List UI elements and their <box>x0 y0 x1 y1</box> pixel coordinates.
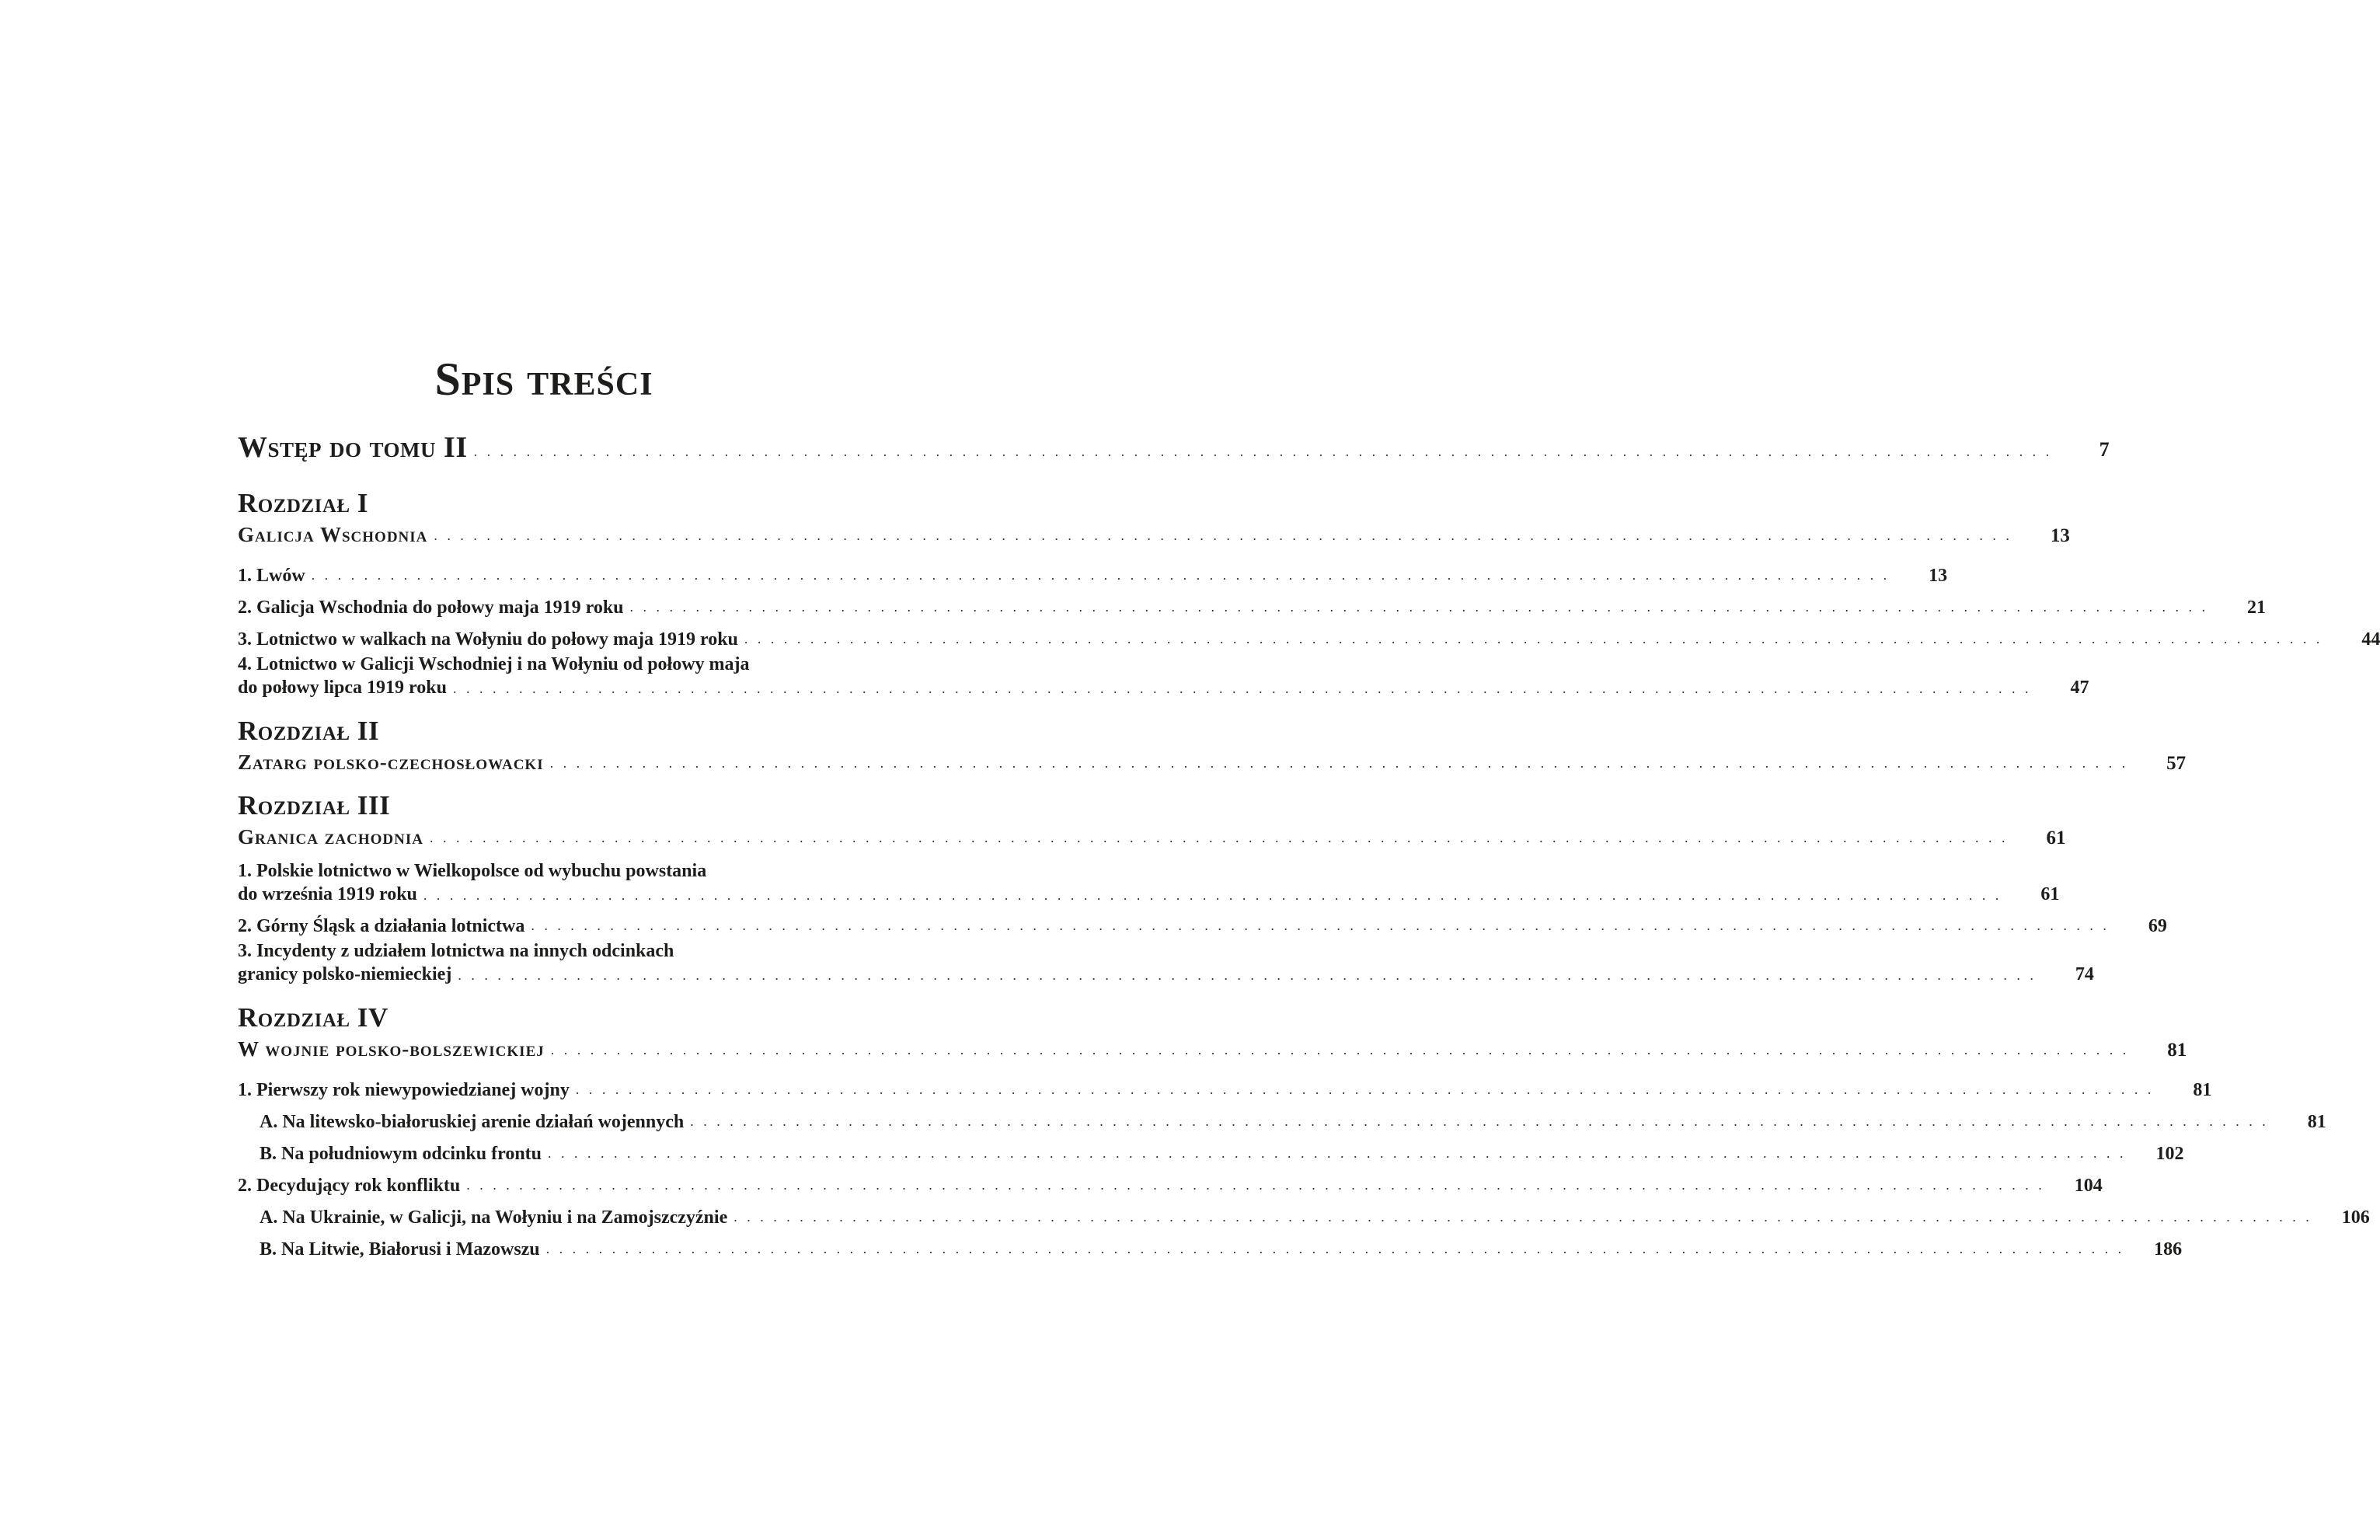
section-title: 1. Pierwszy rok niewypowiedzianej wojny <box>238 1080 570 1100</box>
toc-entry-chapter-title[interactable] <box>238 821 2066 849</box>
toc-entry-section[interactable] <box>238 653 2089 699</box>
dot-leader: . . . . . . . . . . . . . . . . . . . . . . . . . . . . . . . . . . . . . . . . . . . . . . . . . . . . . . . . . . . . . . . . . . . . . . . . . . . . . . . . . . . . . . . . . . . . . . . . . . . . . . . . . . . . . . . . . . . . . . . . <box>311 567 1890 583</box>
toc-page-number: 74 <box>2075 964 2094 984</box>
subsection-title: A. Na litewsko-białoruskiej arenie działań wojennych <box>260 1112 685 1132</box>
toc-page-number: 186 <box>2154 1239 2183 1260</box>
toc-entry-section[interactable] <box>238 940 2094 985</box>
toc-entry-section[interactable] <box>238 1069 2212 1101</box>
toc-entry-subsection[interactable] <box>238 1101 2326 1133</box>
toc-page-number: 7 <box>2099 438 2110 461</box>
toc-page-number: 13 <box>2050 525 2070 546</box>
chapter-2 <box>238 716 2187 775</box>
section-title: 2. Galicja Wschodnia do połowy maja 1919 roku <box>238 598 624 618</box>
toc-entry-chapter-title[interactable] <box>238 519 2070 547</box>
dot-leader: . . . . . . . . . . . . . . . . . . . . . . . . . . . . . . . . . . . . . . . . . . . . . . . . . . . . . . . . . . . . . . . . . . . . . . . . . . . . . . . . . . . . . . . . . . . . . . . . . . . . . . . . . . . . . . . . . . . . . . . . <box>545 1241 2125 1256</box>
toc-page-number: 61 <box>2046 827 2066 848</box>
chapter-label: Rozdział III <box>238 790 391 821</box>
dot-leader: . . . . . . . . . . . . . . . . . . . . . . . . . . . . . . . . . . . . . . . . . . . . . . . . . . . . . . . . . . . . . . . . . . . . . . . . . . . . . . . . . . . . . . . . . . . . . . . . . . . . . . . . . . . . . . . . . . . . . . . . <box>473 444 2053 459</box>
section-title-line: 1. Polskie lotnictwo w Wielkopolsce od wybuchu powstania <box>238 861 707 881</box>
section-title: 2. Decydujący rok konfliktu <box>238 1176 461 1196</box>
toc-entry-label: Wstęp do tomu II <box>238 431 468 464</box>
dot-leader: . . . . . . . . . . . . . . . . . . . . . . . . . . . . . . . . . . . . . . . . . . . . . . . . . . . . . . . . . . . . . . . . . . . . . . . . . . . . . . . . . . . . . . . . . . . . . . . . . . . . . . . . . . . . . . . . . . . . . . . . <box>744 631 2323 646</box>
toc-entry-subsection[interactable] <box>238 1133 2184 1165</box>
toc-page-number: 69 <box>2148 916 2167 936</box>
table-of-contents <box>238 420 2380 1260</box>
toc-entry-section[interactable] <box>238 618 2380 650</box>
toc-page-number: 21 <box>2247 598 2267 618</box>
chapter-4 <box>238 1002 2370 1260</box>
subsection-title: B. Na południowym odcinku frontu <box>260 1144 542 1164</box>
toc-entry-subsection[interactable] <box>238 1228 2183 1260</box>
chapter-title: Galicja Wschodnia <box>238 523 428 546</box>
dot-leader: . . . . . . . . . . . . . . . . . . . . . . . . . . . . . . . . . . . . . . . . . . . . . . . . . . . . . . . . . . . . . . . . . . . . . . . . . . . . . . . . . . . . . . . . . . . . . . . . . . . . . . . . . . . . . . . . . . . . . . . . <box>690 1113 2269 1129</box>
chapter-label: Rozdział II <box>238 716 380 746</box>
section-title: 2. Górny Śląsk a działania lotnictwa <box>238 916 525 936</box>
page-title: Spis treści <box>434 354 653 405</box>
toc-entry-subsection[interactable] <box>238 1197 2370 1228</box>
toc-entry-section[interactable] <box>238 905 2167 937</box>
chapter-label: Rozdział I <box>238 488 368 518</box>
section-title-line: 4. Lotnictwo w Galicji Wschodniej i na Wołyniu od połowy maja <box>238 654 750 674</box>
dot-leader: . . . . . . . . . . . . . . . . . . . . . . . . . . . . . . . . . . . . . . . . . . . . . . . . . . . . . . . . . . . . . . . . . . . . . . . . . . . . . . . . . . . . . . . . . . . . . . . . . . . . . . . . . . . . . . . . . . . . . . . . <box>466 1177 2045 1193</box>
toc-page-number: 47 <box>2070 678 2089 698</box>
toc-entry-chapter-title[interactable] <box>238 1033 2187 1061</box>
toc-page-number: 13 <box>1929 566 1948 586</box>
toc-page-number: 44 <box>2361 629 2380 650</box>
chapter-title: Granica zachodnia <box>238 825 423 848</box>
section-title: 3. Lotnictwo w walkach na Wołyniu do połowy maja 1919 roku <box>238 629 738 650</box>
toc-page-number: 81 <box>2307 1112 2326 1132</box>
dot-leader: . . . . . . . . . . . . . . . . . . . . . . . . . . . . . . . . . . . . . . . . . . . . . . . . . . . . . . . . . . . . . . . . . . . . . . . . . . . . . . . . . . . . . . . . . . . . . . . . . . . . . . . . . . . . . . . . . . . . . . . . <box>434 528 2012 543</box>
dot-leader: . . . . . . . . . . . . . . . . . . . . . . . . . . . . . . . . . . . . . . . . . . . . . . . . . . . . . . . . . . . . . . . . . . . . . . . . . . . . . . . . . . . . . . . . . . . . . . . . . . . . . . . . . . . . . . . . . . . . . . . . <box>452 681 2032 696</box>
toc-entry-chapter-title[interactable] <box>238 747 2187 775</box>
dot-leader: . . . . . . . . . . . . . . . . . . . . . . . . . . . . . . . . . . . . . . . . . . . . . . . . . . . . . . . . . . . . . . . . . . . . . . . . . . . . . . . . . . . . . . . . . . . . . . . . . . . . . . . . . . . . . . . . . . . . . . . . <box>531 918 2110 933</box>
subsection-title: A. Na Ukrainie, w Galicji, na Wołyniu i na Zamojszczyźnie <box>260 1207 728 1228</box>
chapter-label: Rozdział IV <box>238 1002 389 1033</box>
section-title-line: granicy polsko-niemieckiej <box>238 964 452 984</box>
dot-leader: . . . . . . . . . . . . . . . . . . . . . . . . . . . . . . . . . . . . . . . . . . . . . . . . . . . . . . . . . . . . . . . . . . . . . . . . . . . . . . . . . . . . . . . . . . . . . . . . . . . . . . . . . . . . . . . . . . . . . . . . <box>429 830 2009 845</box>
section-title-line: do września 1919 roku <box>238 884 417 904</box>
dot-leader: . . . . . . . . . . . . . . . . . . . . . . . . . . . . . . . . . . . . . . . . . . . . . . . . . . . . . . . . . . . . . . . . . . . . . . . . . . . . . . . . . . . . . . . . . . . . . . . . . . . . . . . . . . . . . . . . . . . . . . . . <box>734 1209 2312 1225</box>
toc-page-number: 102 <box>2155 1144 2184 1164</box>
toc-page-number: 81 <box>2193 1080 2212 1100</box>
toc-page-number: 104 <box>2074 1176 2103 1196</box>
dot-leader: . . . . . . . . . . . . . . . . . . . . . . . . . . . . . . . . . . . . . . . . . . . . . . . . . . . . . . . . . . . . . . . . . . . . . . . . . . . . . . . . . . . . . . . . . . . . . . . . . . . . . . . . . . . . . . . . . . . . . . . . <box>458 967 2037 983</box>
dot-leader: . . . . . . . . . . . . . . . . . . . . . . . . . . . . . . . . . . . . . . . . . . . . . . . . . . . . . . . . . . . . . . . . . . . . . . . . . . . . . . . . . . . . . . . . . . . . . . . . . . . . . . . . . . . . . . . . . . . . . . . . <box>550 1042 2130 1057</box>
toc-entry-section[interactable] <box>238 587 2267 618</box>
toc-page-number: 81 <box>2167 1040 2187 1061</box>
chapter-3 <box>238 790 2167 985</box>
section-title-line: 3. Incydenty z udziałem lotnictwa na innych odcinkach <box>238 941 674 961</box>
section-title-line: do połowy lipca 1919 roku <box>238 678 447 698</box>
toc-entry-section[interactable] <box>238 555 1948 587</box>
subsection-title: B. Na Litwie, Białorusi i Mazowszu <box>260 1239 540 1260</box>
toc-page-number: 57 <box>2166 753 2187 774</box>
chapter-title: Zatarg polsko-czechosłowacki <box>238 751 544 774</box>
dot-leader: . . . . . . . . . . . . . . . . . . . . . . . . . . . . . . . . . . . . . . . . . . . . . . . . . . . . . . . . . . . . . . . . . . . . . . . . . . . . . . . . . . . . . . . . . . . . . . . . . . . . . . . . . . . . . . . . . . . . . . . . <box>423 887 2002 903</box>
chapter-1 <box>238 488 2380 699</box>
section-title: 1. Lwów <box>238 566 305 586</box>
chapter-title: W wojnie polsko-bolszewickiej <box>238 1037 545 1061</box>
dot-leader: . . . . . . . . . . . . . . . . . . . . . . . . . . . . . . . . . . . . . . . . . . . . . . . . . . . . . . . . . . . . . . . . . . . . . . . . . . . . . . . . . . . . . . . . . . . . . . . . . . . . . . . . . . . . . . . . . . . . . . . . <box>548 1145 2127 1161</box>
toc-entry-section[interactable] <box>238 1165 2103 1197</box>
toc-page-number: 106 <box>2341 1207 2370 1228</box>
dot-leader: . . . . . . . . . . . . . . . . . . . . . . . . . . . . . . . . . . . . . . . . . . . . . . . . . . . . . . . . . . . . . . . . . . . . . . . . . . . . . . . . . . . . . . . . . . . . . . . . . . . . . . . . . . . . . . . . . . . . . . . . <box>575 1082 2155 1097</box>
toc-entry-section[interactable] <box>238 860 2060 905</box>
dot-leader: . . . . . . . . . . . . . . . . . . . . . . . . . . . . . . . . . . . . . . . . . . . . . . . . . . . . . . . . . . . . . . . . . . . . . . . . . . . . . . . . . . . . . . . . . . . . . . . . . . . . . . . . . . . . . . . . . . . . . . . . <box>549 755 2129 771</box>
dot-leader: . . . . . . . . . . . . . . . . . . . . . . . . . . . . . . . . . . . . . . . . . . . . . . . . . . . . . . . . . . . . . . . . . . . . . . . . . . . . . . . . . . . . . . . . . . . . . . . . . . . . . . . . . . . . . . . . . . . . . . . . <box>629 599 2209 615</box>
toc-entry-foreword[interactable] <box>238 423 2110 465</box>
toc-page-number: 61 <box>2040 884 2060 904</box>
